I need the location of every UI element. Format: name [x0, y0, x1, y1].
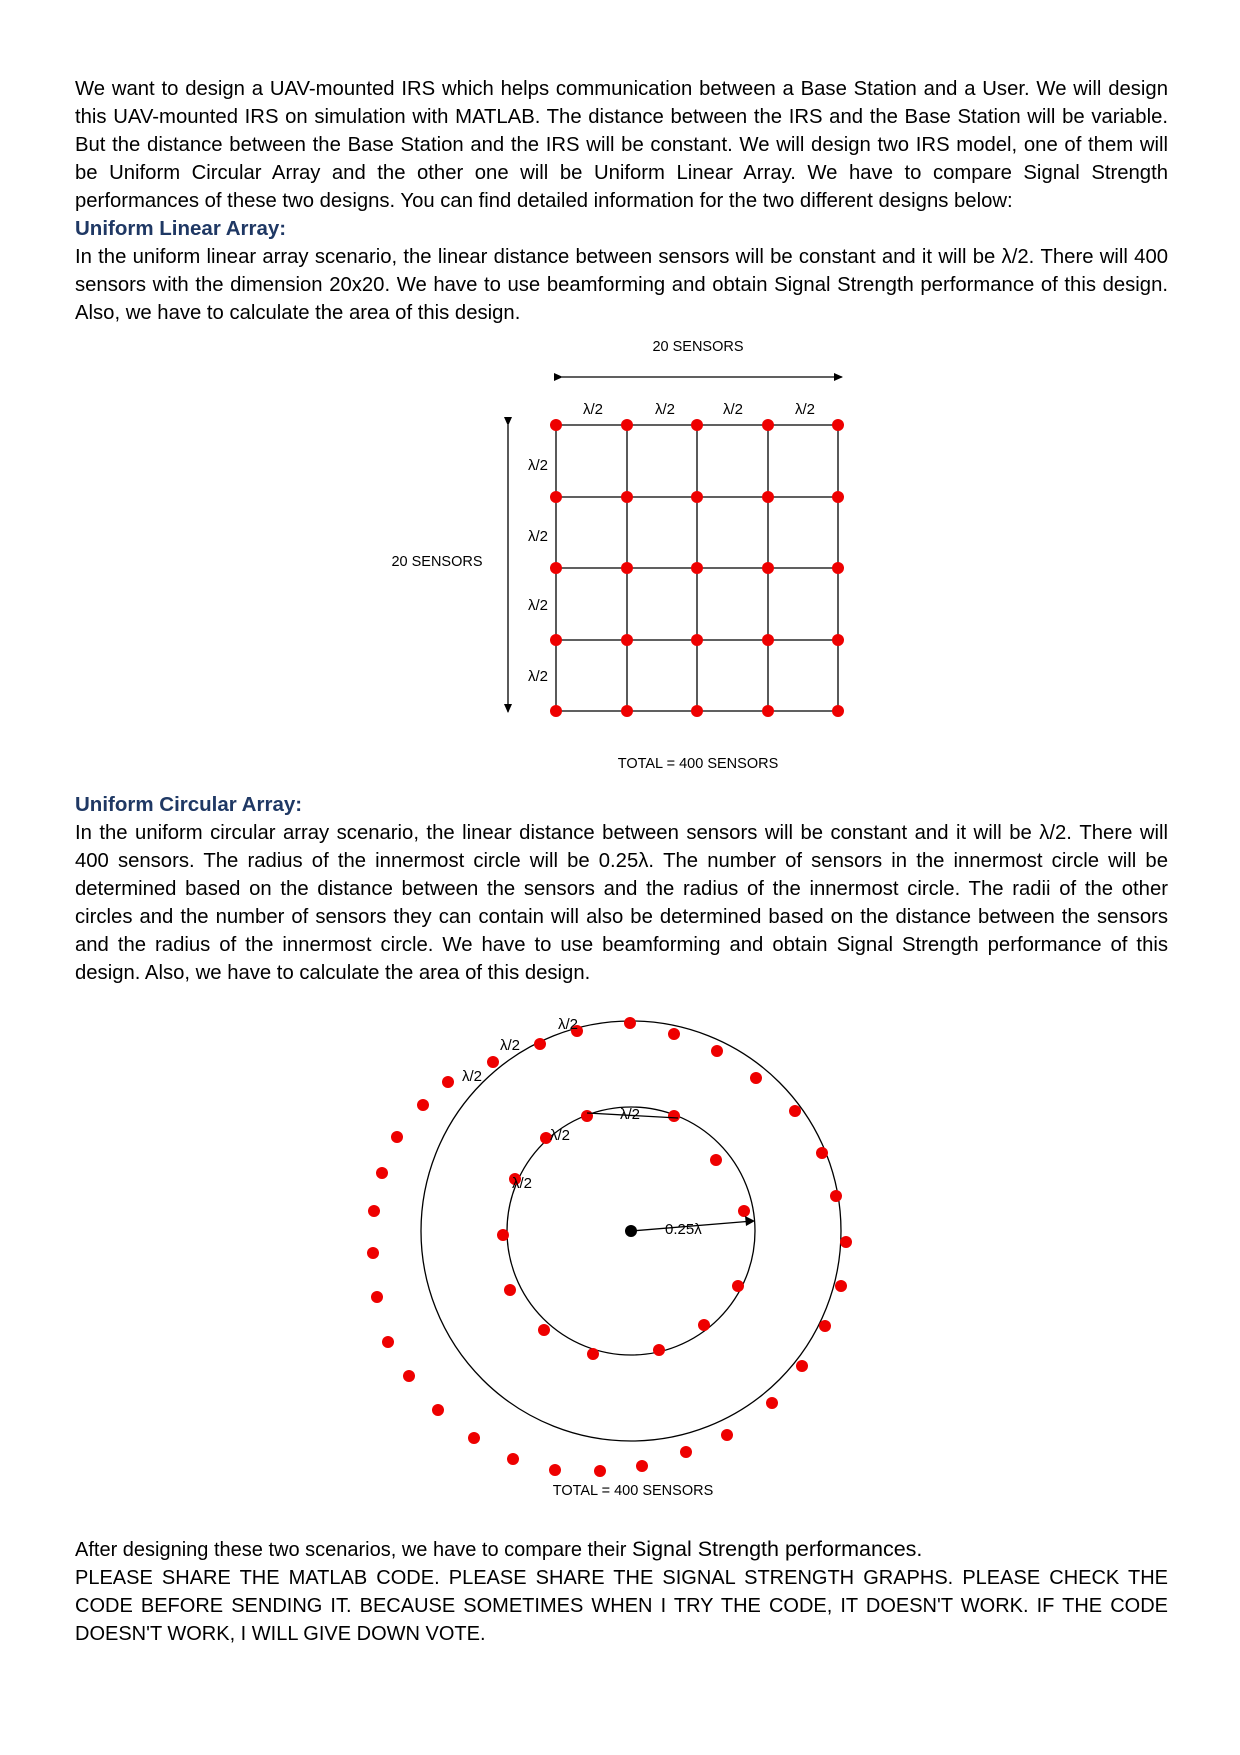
intro-paragraph: We want to design a UAV-mounted IRS which helps communication between a Base Station and a User. We will design this UAV-mounted IRS on simulation with MATLAB. The distance between the IRS and the Base Station will be variable. But the distance between the Base Station and the IRS will be constant. We will design two IRS model, one of them will be Uniform Circular Array and the other one will be Uniform Linear Array. We have to compare Signal Strength performances of these two designs. You can find detailed information for the two different designs below:	[75, 78, 1168, 212]
sensor-dot	[442, 1076, 454, 1088]
radius-arrowhead	[745, 1216, 755, 1226]
spacing-label: λ/2	[654, 401, 676, 418]
sensor-dot	[376, 1167, 388, 1179]
sensor-dot	[367, 1247, 379, 1259]
sensor-dot	[432, 1404, 444, 1416]
sensor-dot	[732, 1280, 744, 1292]
ula-heading: Uniform Linear Array:	[75, 217, 287, 240]
sensor-dot	[835, 1280, 847, 1292]
sensor-dot	[698, 1319, 710, 1331]
sensor-dot	[534, 1038, 546, 1050]
sensor-dot	[417, 1099, 429, 1111]
spacing-label: λ/2	[499, 1037, 521, 1054]
sensor-dot	[487, 1056, 499, 1068]
ula-total-label: TOTAL = 400 SENSORS	[617, 756, 779, 772]
closing-line2: PLEASE SHARE THE MATLAB CODE. PLEASE SHARE THE SIGNAL STRENGTH GRAPHS. PLEASE CHECK THE CODE BEFORE SENDING IT. BECAUSE SOMETIMES WHEN I TRY THE CODE, IT DOESN'T WORK. IF THE CODE DOESN'T WORK, I WILL GIVE DOWN VOTE.	[75, 1567, 1168, 1645]
sensor-dot	[668, 1028, 680, 1040]
sensor-dot	[819, 1320, 831, 1332]
sensor-dot	[549, 1464, 561, 1476]
sensor-dot	[840, 1236, 852, 1248]
spacing-label: λ/2	[619, 1106, 641, 1123]
sensor-dot	[594, 1465, 606, 1477]
sensor-dot	[368, 1205, 380, 1217]
spacing-label: λ/2	[527, 597, 549, 614]
spacing-label: λ/2	[527, 528, 549, 545]
closing-paragraph	[75, 1535, 1168, 1648]
closing-line1-prefix: After designing these two scenarios, we have to compare their	[75, 1539, 632, 1561]
sensor-dot	[750, 1072, 762, 1084]
sensor-dot	[468, 1432, 480, 1444]
sensor-dot	[830, 1190, 842, 1202]
uca-total-label: TOTAL = 400 SENSORS	[552, 1483, 714, 1499]
sensor-dot	[538, 1324, 550, 1336]
spacing-label: λ/2	[557, 1016, 579, 1033]
spacing-label: λ/2	[722, 401, 744, 418]
ula-side-label: 20 SENSORS	[391, 554, 483, 570]
sensor-dot	[766, 1397, 778, 1409]
sensor-dot	[796, 1360, 808, 1372]
sensor-dot	[624, 1017, 636, 1029]
sensor-dot	[371, 1291, 383, 1303]
sensor-dot	[382, 1336, 394, 1348]
spacing-label: λ/2	[794, 401, 816, 418]
sensor-dot	[587, 1348, 599, 1360]
ula-paragraph: In the uniform linear array scenario, the linear distance between sensors will be constant and it will be λ/2. There will 400 sensors with the dimension 20x20. We have to use beamforming and obtain Signal Strength performance of this design. Also, we have to calculate the area of this design.	[75, 246, 1168, 324]
spacing-label: λ/2	[527, 668, 549, 685]
sensor-dot	[581, 1110, 593, 1122]
sensor-dot	[680, 1446, 692, 1458]
sensor-dot	[738, 1205, 750, 1217]
ula-top-label: 20 SENSORS	[652, 339, 744, 355]
sensor-dot	[710, 1154, 722, 1166]
sensor-dot	[391, 1131, 403, 1143]
closing-line1-emph: Signal Strength performances.	[631, 1537, 923, 1561]
sensor-dot	[497, 1229, 509, 1241]
sensor-dot	[403, 1370, 415, 1382]
sensor-dot	[653, 1344, 665, 1356]
spacing-label: λ/2	[511, 1175, 533, 1192]
sensor-dot	[816, 1147, 828, 1159]
spacing-label: λ/2	[461, 1068, 483, 1085]
sensor-dot	[504, 1284, 516, 1296]
sensor-dot	[636, 1460, 648, 1472]
uca-paragraph: In the uniform circular array scenario, the linear distance between sensors will be constant and it will be λ/2. There will 400 sensors. The radius of the innermost circle will be 0.25λ. The number of sensors in the innermost circle will be determined based on the distance between the sensors and the radius of the innermost circle. The radii of the other circles and the number of sensors they can contain will also be determined based on the distance between the sensors and the radius of the innermost circle. We have to use beamforming and obtain Signal Strength performance of this design. Also, we have to calculate the area of this design.	[75, 822, 1168, 984]
sensor-dot	[789, 1105, 801, 1117]
sensor-dot	[711, 1045, 723, 1057]
uca-sensors	[367, 1017, 852, 1477]
spacing-label: λ/2	[582, 401, 604, 418]
sensor-dot	[668, 1110, 680, 1122]
uca-heading: Uniform Circular Array:	[75, 793, 303, 816]
sensor-dot	[721, 1429, 733, 1441]
spacing-label: λ/2	[527, 457, 549, 474]
sensor-dot	[507, 1453, 519, 1465]
radius-label: 0.25λ	[665, 1221, 702, 1238]
spacing-label: λ/2	[549, 1127, 571, 1144]
